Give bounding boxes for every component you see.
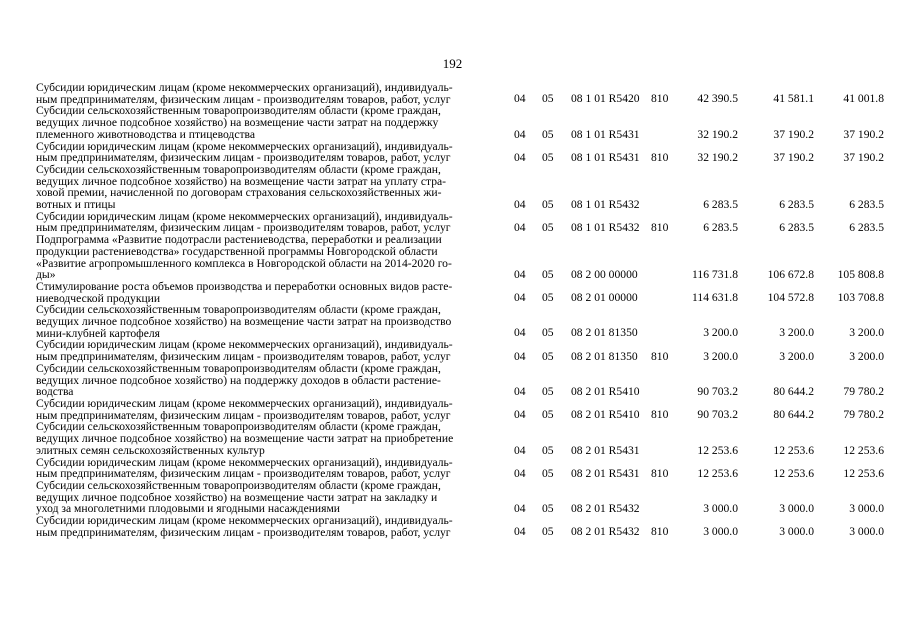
subsection-code: 05 bbox=[542, 291, 554, 305]
amount-year-1: 12 253.6 bbox=[697, 443, 738, 457]
table-row bbox=[36, 211, 884, 234]
target-article-code: 08 2 01 R5431 bbox=[571, 466, 640, 480]
amount-year-3: 3 000.0 bbox=[849, 502, 884, 516]
table-row bbox=[36, 164, 884, 211]
description-line: Субсидии юридическим лицам (кроме некоммерческих организаций), индивидуаль- bbox=[36, 338, 453, 352]
amount-year-2: 12 253.6 bbox=[773, 466, 814, 480]
target-article-code: 08 1 01 R5420 bbox=[571, 92, 640, 106]
row-description bbox=[36, 105, 504, 140]
row-codes bbox=[514, 386, 884, 398]
description-line: ным предпринимателям, физическим лицам - производителям товаров, работ, услуг bbox=[36, 221, 451, 235]
description-line: ным предпринимателям, физическим лицам - производителям товаров, работ, услуг bbox=[36, 151, 451, 165]
table-row bbox=[36, 339, 884, 362]
description-line: Субсидии юридическим лицам (кроме некоммерческих организаций), индивидуаль- bbox=[36, 209, 453, 223]
description-line: ным предпринимателям, физическим лицам - производителям товаров, работ, услуг bbox=[36, 92, 451, 106]
table-row bbox=[36, 105, 884, 140]
section-code: 04 bbox=[514, 384, 526, 398]
description-line: Субсидии сельскохозяйственным товаропроизводителям области (кроме граждан, bbox=[36, 303, 441, 317]
amount-year-3: 6 283.5 bbox=[849, 221, 884, 235]
amount-year-3: 3 000.0 bbox=[849, 525, 884, 539]
amount-year-3: 12 253.6 bbox=[843, 466, 884, 480]
target-article-code: 08 2 01 81350 bbox=[571, 349, 638, 363]
row-codes bbox=[514, 526, 884, 538]
page-number: 192 bbox=[442, 56, 463, 71]
expense-type-code: 810 bbox=[651, 466, 669, 480]
row-codes bbox=[514, 503, 884, 515]
subsection-code: 05 bbox=[542, 502, 554, 516]
subsection-code: 05 bbox=[542, 466, 554, 480]
description-line: ведущих личное подсобное хозяйство) на возмещение части затрат на закладку и bbox=[36, 490, 438, 504]
amount-year-2: 41 581.1 bbox=[773, 92, 814, 106]
subsection-code: 05 bbox=[542, 221, 554, 235]
row-codes bbox=[514, 351, 884, 363]
section-code: 04 bbox=[514, 525, 526, 539]
table-row bbox=[36, 82, 884, 105]
section-code: 04 bbox=[514, 291, 526, 305]
budget-table bbox=[36, 82, 884, 538]
description-line: Субсидии юридическим лицам (кроме некоммерческих организаций), индивидуаль- bbox=[36, 396, 453, 410]
amount-year-3: 41 001.8 bbox=[843, 92, 884, 106]
amount-year-2: 106 672.8 bbox=[767, 267, 814, 281]
table-row bbox=[36, 141, 884, 164]
amount-year-2: 3 000.0 bbox=[779, 502, 814, 516]
amount-year-2: 80 644.2 bbox=[773, 384, 814, 398]
section-code: 04 bbox=[514, 150, 526, 164]
description-line: элитных семян сельскохозяйственных культур bbox=[36, 443, 265, 457]
amount-year-1: 3 200.0 bbox=[703, 349, 738, 363]
description-line: ведущих личное подсобное хозяйство) на поддержку доходов в области растение- bbox=[36, 373, 441, 387]
table-row bbox=[36, 363, 884, 398]
section-code: 04 bbox=[514, 502, 526, 516]
amount-year-1: 116 731.8 bbox=[692, 267, 738, 281]
amount-year-3: 103 708.8 bbox=[837, 291, 884, 305]
table-row bbox=[36, 398, 884, 421]
description-line: ным предпринимателям, физическим лицам - производителям товаров, работ, услуг bbox=[36, 408, 451, 422]
description-line: Субсидии юридическим лицам (кроме некоммерческих организаций), индивидуаль- bbox=[36, 139, 453, 153]
description-line: ды» bbox=[36, 268, 56, 282]
subsection-code: 05 bbox=[542, 408, 554, 422]
amount-year-3: 12 253.6 bbox=[843, 443, 884, 457]
section-code: 04 bbox=[514, 127, 526, 141]
amount-year-3: 37 190.2 bbox=[843, 127, 884, 141]
amount-year-3: 79 780.2 bbox=[843, 384, 884, 398]
amount-year-3: 6 283.5 bbox=[849, 197, 884, 211]
description-line: Подпрограмма «Развитие подотрасли растениеводства, переработки и реализации bbox=[36, 233, 442, 247]
section-code: 04 bbox=[514, 443, 526, 457]
description-line: водства bbox=[36, 385, 74, 399]
description-line: «Развитие агропромышленного комплекса в Новгородской области на 2014-2020 го- bbox=[36, 256, 452, 270]
amount-year-1: 3 200.0 bbox=[703, 326, 738, 340]
description-line: Стимулирование роста объемов производства и переработки основных видов расте- bbox=[36, 279, 453, 293]
target-article-code: 08 2 01 00000 bbox=[571, 291, 638, 305]
description-line: Субсидии сельскохозяйственным товаропроизводителям области (кроме граждан, bbox=[36, 361, 441, 375]
amount-year-1: 32 190.2 bbox=[697, 127, 738, 141]
amount-year-1: 12 253.6 bbox=[697, 466, 738, 480]
description-line: вотных и птицы bbox=[36, 198, 116, 212]
amount-year-2: 37 190.2 bbox=[773, 150, 814, 164]
row-codes bbox=[514, 199, 884, 211]
expense-type-code: 810 bbox=[651, 150, 669, 164]
row-description bbox=[36, 82, 504, 105]
target-article-code: 08 2 01 R5432 bbox=[571, 502, 640, 516]
subsection-code: 05 bbox=[542, 384, 554, 398]
target-article-code: 08 2 00 00000 bbox=[571, 267, 638, 281]
section-code: 04 bbox=[514, 349, 526, 363]
table-row bbox=[36, 234, 884, 281]
target-article-code: 08 2 01 R5410 bbox=[571, 384, 640, 398]
row-codes bbox=[514, 93, 884, 105]
row-description bbox=[36, 281, 504, 304]
row-description bbox=[36, 164, 504, 211]
section-code: 04 bbox=[514, 267, 526, 281]
target-article-code: 08 2 01 R5410 bbox=[571, 408, 640, 422]
amount-year-1: 3 000.0 bbox=[703, 502, 738, 516]
expense-type-code: 810 bbox=[651, 408, 669, 422]
description-line: ным предпринимателям, физическим лицам - производителям товаров, работ, услуг bbox=[36, 525, 451, 539]
description-line: ным предпринимателям, физическим лицам - производителям товаров, работ, услуг bbox=[36, 350, 451, 364]
section-code: 04 bbox=[514, 92, 526, 106]
amount-year-3: 37 190.2 bbox=[843, 150, 884, 164]
target-article-code: 08 1 01 R5431 bbox=[571, 127, 640, 141]
target-article-code: 08 1 01 R5432 bbox=[571, 197, 640, 211]
description-line: уход за многолетними плодовыми и ягодными насаждениями bbox=[36, 502, 341, 516]
description-line: ным предпринимателям, физическим лицам - производителям товаров, работ, услуг bbox=[36, 467, 451, 481]
row-codes bbox=[514, 269, 884, 281]
description-line: Субсидии сельскохозяйственным товаропроизводителям области (кроме граждан, bbox=[36, 478, 441, 492]
row-codes bbox=[514, 327, 884, 339]
amount-year-1: 90 703.2 bbox=[697, 384, 738, 398]
row-codes bbox=[514, 152, 884, 164]
table-row bbox=[36, 421, 884, 456]
description-line: Субсидии юридическим лицам (кроме некоммерческих организаций), индивидуаль- bbox=[36, 81, 453, 94]
amount-year-3: 3 200.0 bbox=[849, 349, 884, 363]
row-description bbox=[36, 515, 504, 538]
target-article-code: 08 2 01 R5431 bbox=[571, 443, 640, 457]
row-description bbox=[36, 234, 504, 281]
description-line: племенного животноводства и птицеводства bbox=[36, 127, 256, 141]
subsection-code: 05 bbox=[542, 197, 554, 211]
row-description bbox=[36, 480, 504, 515]
table-row bbox=[36, 515, 884, 538]
target-article-code: 08 1 01 R5431 bbox=[571, 150, 640, 164]
table-row bbox=[36, 304, 884, 339]
subsection-code: 05 bbox=[542, 326, 554, 340]
section-code: 04 bbox=[514, 197, 526, 211]
amount-year-2: 37 190.2 bbox=[773, 127, 814, 141]
row-codes bbox=[514, 222, 884, 234]
description-line: ведущих личное подсобное хозяйство) на возмещение части затрат на производство bbox=[36, 315, 452, 329]
row-description bbox=[36, 421, 504, 456]
description-line: Субсидии сельскохозяйственным товаропроизводителям области (кроме граждан, bbox=[36, 104, 441, 118]
subsection-code: 05 bbox=[542, 443, 554, 457]
target-article-code: 08 2 01 R5432 bbox=[571, 525, 640, 539]
amount-year-3: 79 780.2 bbox=[843, 408, 884, 422]
target-article-code: 08 2 01 81350 bbox=[571, 326, 638, 340]
row-description bbox=[36, 211, 504, 234]
amount-year-1: 42 390.5 bbox=[697, 92, 738, 106]
subsection-code: 05 bbox=[542, 150, 554, 164]
expense-type-code: 810 bbox=[651, 221, 669, 235]
amount-year-2: 3 200.0 bbox=[779, 326, 814, 340]
description-line: продукции растениеводства» государственной программы Новгородской области bbox=[36, 244, 438, 258]
row-description bbox=[36, 457, 504, 480]
description-line: ниеводческой продукции bbox=[36, 291, 161, 305]
row-description bbox=[36, 339, 504, 362]
subsection-code: 05 bbox=[542, 127, 554, 141]
amount-year-1: 3 000.0 bbox=[703, 525, 738, 539]
expense-type-code: 810 bbox=[651, 349, 669, 363]
amount-year-2: 3 200.0 bbox=[779, 349, 814, 363]
row-codes bbox=[514, 129, 884, 141]
section-code: 04 bbox=[514, 221, 526, 235]
amount-year-1: 6 283.5 bbox=[703, 221, 738, 235]
table-row bbox=[36, 281, 884, 304]
description-line: Субсидии сельскохозяйственным товаропроизводителям области (кроме граждан, bbox=[36, 420, 441, 434]
amount-year-1: 90 703.2 bbox=[697, 408, 738, 422]
subsection-code: 05 bbox=[542, 349, 554, 363]
row-description bbox=[36, 304, 504, 339]
description-line: ведущих личное подсобное хозяйство) на возмещение части затрат на приобретение bbox=[36, 432, 454, 446]
row-codes bbox=[514, 292, 884, 304]
amount-year-1: 32 190.2 bbox=[697, 150, 738, 164]
description-line: Субсидии юридическим лицам (кроме некоммерческих организаций), индивидуаль- bbox=[36, 514, 453, 528]
target-article-code: 08 1 01 R5432 bbox=[571, 221, 640, 235]
description-line: Субсидии юридическим лицам (кроме некоммерческих организаций), индивидуаль- bbox=[36, 455, 453, 469]
subsection-code: 05 bbox=[542, 92, 554, 106]
section-code: 04 bbox=[514, 466, 526, 480]
row-codes bbox=[514, 409, 884, 421]
table-row bbox=[36, 480, 884, 515]
amount-year-2: 12 253.6 bbox=[773, 443, 814, 457]
expense-type-code: 810 bbox=[651, 92, 669, 106]
subsection-code: 05 bbox=[542, 525, 554, 539]
table-row bbox=[36, 457, 884, 480]
description-line: ведущих личное подсобное хозяйство) на возмещение части затрат на уплату стра- bbox=[36, 174, 447, 188]
amount-year-1: 114 631.8 bbox=[692, 291, 738, 305]
subsection-code: 05 bbox=[542, 267, 554, 281]
description-line: ведущих личное подсобное хозяйство) на возмещение части затрат на поддержку bbox=[36, 116, 439, 130]
description-line: ховой премии, начисленной по договорам страхования сельскохозяйственных жи- bbox=[36, 186, 442, 200]
row-description bbox=[36, 398, 504, 421]
amount-year-2: 80 644.2 bbox=[773, 408, 814, 422]
expense-type-code: 810 bbox=[651, 525, 669, 539]
section-code: 04 bbox=[514, 326, 526, 340]
amount-year-2: 3 000.0 bbox=[779, 525, 814, 539]
section-code: 04 bbox=[514, 408, 526, 422]
amount-year-1: 6 283.5 bbox=[703, 197, 738, 211]
row-description bbox=[36, 141, 504, 164]
amount-year-2: 6 283.5 bbox=[779, 221, 814, 235]
amount-year-3: 105 808.8 bbox=[837, 267, 884, 281]
row-description bbox=[36, 363, 504, 398]
row-codes bbox=[514, 445, 884, 457]
description-line: мини-клубней картофеля bbox=[36, 326, 160, 340]
row-codes bbox=[514, 468, 884, 480]
amount-year-2: 6 283.5 bbox=[779, 197, 814, 211]
amount-year-3: 3 200.0 bbox=[849, 326, 884, 340]
amount-year-2: 104 572.8 bbox=[767, 291, 814, 305]
description-line: Субсидии сельскохозяйственным товаропроизводителям области (кроме граждан, bbox=[36, 162, 441, 176]
